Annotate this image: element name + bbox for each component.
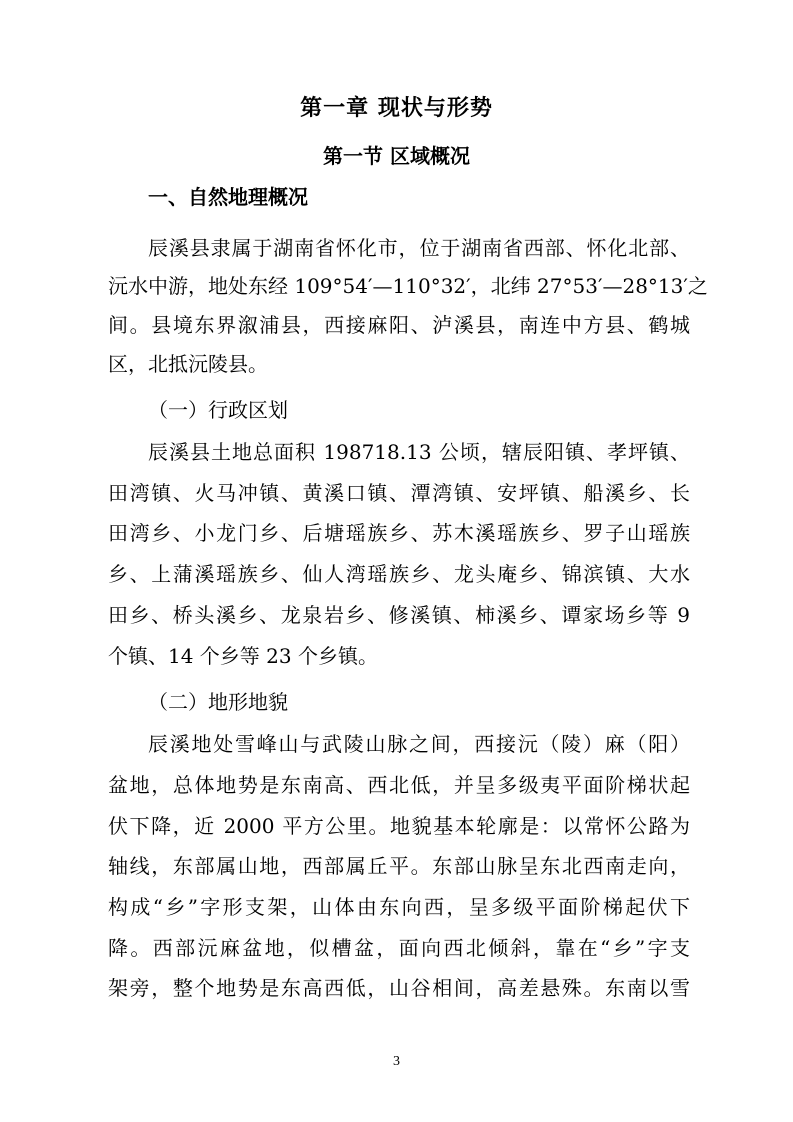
chapter-title: 第一章 现状与形势 xyxy=(300,96,493,121)
paragraph-line: 个镇、14 个乡等 23 个乡镇。 xyxy=(108,644,378,668)
paragraph-line: 降。西部沅麻盆地，似槽盆，面向西北倾斜，靠在“乡”字支 xyxy=(108,936,690,960)
paragraph-line: 轴线，东部属山地，西部属丘平。东部山脉呈东北西南走向， xyxy=(108,854,690,878)
paragraph-line: 架旁，整个地势是东高西低，山谷相间，高差悬殊。东南以雪 xyxy=(108,976,690,1000)
paragraph-line: 田湾镇、火马冲镇、黄溪口镇、潭湾镇、安坪镇、船溪乡、长 xyxy=(108,481,690,505)
subsection-title: 一、自然地理概况 xyxy=(148,185,308,209)
paragraph-line: 伏下降，近 2000 平方公里。地貌基本轮廓是：以常怀公路为 xyxy=(108,814,690,838)
paragraph-line: 辰溪县隶属于湖南省怀化市，位于湖南省西部、怀化北部、 xyxy=(148,236,690,260)
page-number: 3 xyxy=(393,1054,400,1069)
item-heading-administrative: （一）行政区划 xyxy=(148,398,288,422)
paragraph-line: 乡、上蒲溪瑶族乡、仙人湾瑶族乡、龙头庵乡、锦滨镇、大水 xyxy=(108,562,690,586)
item-heading-terrain: （二）地形地貌 xyxy=(148,690,288,714)
section-title: 第一节 区域概况 xyxy=(323,144,470,168)
paragraph-line: 盆地，总体地势是东南高、西北低，并呈多级夷平面阶梯状起 xyxy=(108,773,690,797)
paragraph-line: 沅水中游，地处东经 109°54′—110°32′，北纬 27°53′—28°13′之 xyxy=(108,274,708,298)
paragraph-line: 区，北抵沅陵县。 xyxy=(108,352,268,376)
paragraph-line: 田乡、桥头溪乡、龙泉岩乡、修溪镇、柿溪乡、谭家场乡等 9 xyxy=(108,603,690,627)
paragraph-line: 构成“乡”字形支架，山体由东向西，呈多级平面阶梯起伏下 xyxy=(108,895,690,919)
paragraph-line: 辰溪县土地总面积 198718.13 公顷，辖辰阳镇、孝坪镇、 xyxy=(148,440,690,464)
paragraph-line: 田湾乡、小龙门乡、后塘瑶族乡、苏木溪瑶族乡、罗子山瑶族 xyxy=(108,521,690,545)
paragraph-line: 间。县境东界溆浦县，西接麻阳、泸溪县，南连中方县、鹤城 xyxy=(108,313,690,337)
paragraph-line: 辰溪地处雪峰山与武陵山脉之间，西接沅（陵）麻（阳） xyxy=(148,732,690,756)
